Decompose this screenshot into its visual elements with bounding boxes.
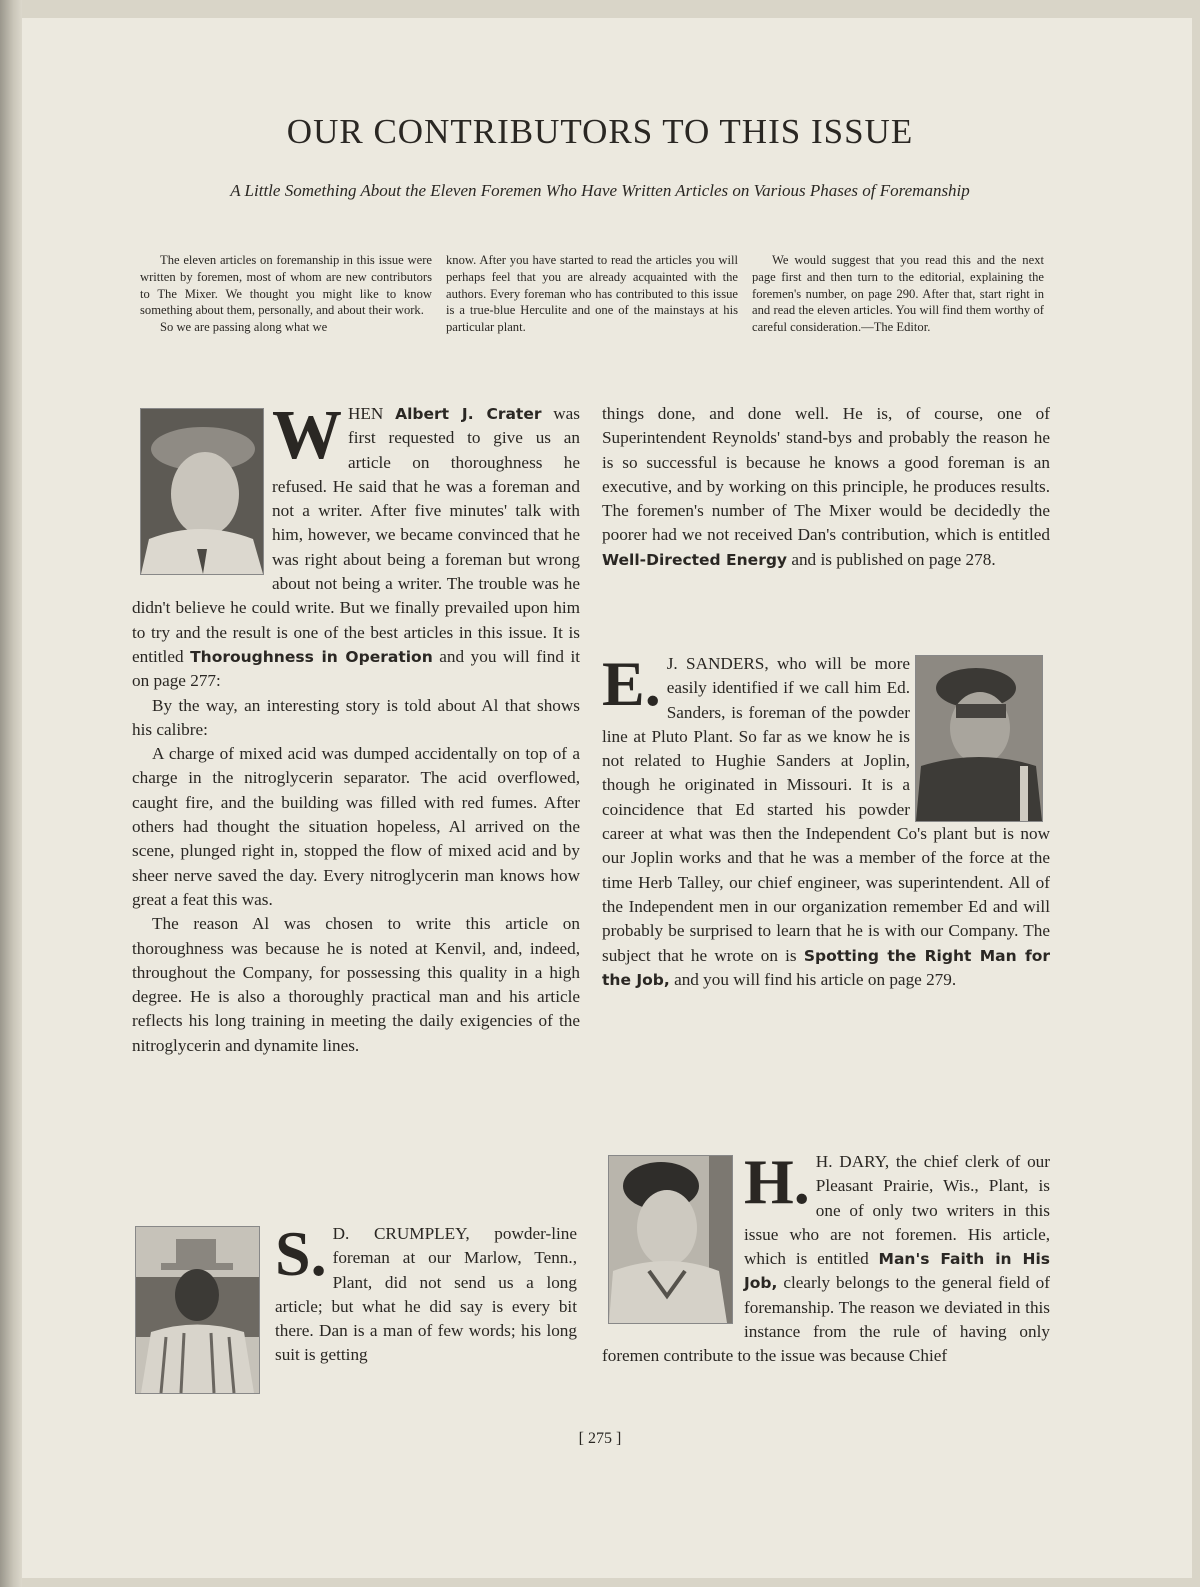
page-title: OUR CONTRIBUTORS TO THIS ISSUE	[286, 112, 914, 151]
article-sd-crumpley	[275, 1218, 577, 1368]
crumpley-continued-paragraph	[602, 402, 1050, 572]
article-ej-sanders	[602, 648, 1050, 992]
article-title: Thoroughness in Operation	[190, 647, 433, 666]
text: clearly belongs to the general field of foremanship. The reason we deviated in this instance from the rule of having only foremen contribute to the issue was because Chief	[602, 1273, 1050, 1366]
photo-sd-crumpley	[135, 1226, 260, 1394]
dropcap: E.	[602, 648, 661, 719]
crumpley-paragraph	[275, 1218, 577, 1368]
text: and is published on page 278.	[787, 549, 996, 569]
crater-paragraph-4: The reason Al was chosen to write this article on thoroughness was because he is noted at Kenvil, and, indeed, throughout the Company, for possessing this quality in a high degree. He is also a thoroughly practical man and his article reflects his long training in meeting the daily exigencies of the nitroglycerin and dynamite lines.	[132, 914, 580, 1055]
text: D. CRUMPLEY, powder-line foreman at our Marlow, Tenn., Plant, did not send us a long article; but what he did say is every bit there. Dan is a man of few words; his long suit is getting	[275, 1224, 577, 1365]
text: H. DARY, the chief clerk of our Pleasant Prairie, Wis., Plant, is one of only two writers in this issue who are not foremen. His article, which is entitled	[744, 1152, 1050, 1269]
dropcap: H.	[744, 1146, 810, 1217]
intro-paragraph: The eleven articles on foremanship in this issue were written by foremen, most of whom are new contributors to The Mixer. We thought you might like to know something about them, personally, and about their work.	[140, 253, 432, 318]
dropcap: W	[272, 397, 342, 474]
page-number: [ 275 ]	[578, 1430, 622, 1447]
text: and you will find it on page 277:	[132, 646, 581, 691]
article-hh-dary	[602, 1146, 1050, 1369]
crater-paragraph-2: By the way, an interesting story is told about Al that shows his calibre:	[132, 695, 580, 739]
intro-column-1	[140, 252, 432, 336]
text: and you will find his article on page 279.	[669, 969, 957, 989]
article-title: Well-Directed Energy	[602, 550, 788, 569]
text: was first requested to give us an article on thoroughness he refused. He said that he was a foreman and not a writer. After five minutes' talk with him, however, we became convinced that he was right about being a foreman but wrong about not being a writer. The trouble was he didn't believe he could write. But we finally prevailed upon him to try and the result is one of the best articles in this issue. It is entitled	[132, 404, 580, 666]
intro-paragraph: know. After you have started to read the articles you will perhaps feel that you are already acquainted with the authors. Every foreman who has contributed to this issue is a true-blue Herculite and one of the mainstays at his particular plant.	[446, 253, 738, 335]
article-albert-crater	[132, 397, 581, 1058]
crater-paragraph-3: A charge of mixed acid was dumped accidentally on top of a charge in the nitroglycerin separator. The acid overflowed, caught fire, and the building was filled with red fumes. After others had thought the situation hopeless, Al arrived on the scene, plunged right in, stopped the flow of mixed acid and by sheer nerve saved the day. Every nitroglycerin man knows how great a feat this was.	[132, 744, 580, 909]
photo-spacer	[910, 652, 1050, 822]
article-title: Spotting the Right Man for the Job,	[602, 946, 1050, 989]
binding-edge	[0, 0, 22, 1587]
photo-spacer	[132, 402, 272, 574]
article-sd-crumpley-continued	[602, 402, 1050, 572]
photo-spacer	[602, 1150, 744, 1322]
intro-column-3	[752, 252, 1044, 336]
text: J. SANDERS, who will be more easily identified if we call him Ed. Sanders, is foreman of the powder line at Pluto Plant. So far as we know he is not related to Hughie Sanders at Joplin, though he originated in Missouri. It is a coincidence that Ed started his powder career at what was then the Independent Co's plant but is now our Joplin works and that he was a member of the force at the time Herb Talley, our chief engineer, was superintendent. All of the Independent men in our organization remember Ed and will probably be surprised to learn that he is with our Company. The subject that he wrote on is	[602, 654, 1050, 965]
contributor-name: Albert J. Crater	[395, 405, 542, 423]
page-subtitle: A Little Something About the Eleven Foremen Who Have Written Articles on Various Phases of Foremanship	[230, 181, 970, 200]
text: things done, and done well. He is, of course, one of Superintendent Reynolds' stand-bys and probably the reason he is so successful is because he knows a good foreman is an executive, and by working on this principle, he produces results. The foremen's number of The Mixer would be decidedly the poorer had we not received Dan's contribution, which is entitled	[602, 404, 1050, 545]
dropcap: S.	[275, 1218, 327, 1289]
intro-paragraph: So we are passing along what we	[160, 320, 328, 335]
article-title: Man's Faith in His Job,	[744, 1250, 1050, 1293]
intro-column-2	[446, 252, 738, 336]
lead-caps: HEN	[348, 404, 396, 423]
intro-paragraph: We would suggest that you read this and the next page first and then turn to the editorial, explaining the foremen's number, on page 290. After that, start right in and read the eleven articles. You will find them worthy of careful consideration.—The Editor.	[752, 253, 1044, 335]
